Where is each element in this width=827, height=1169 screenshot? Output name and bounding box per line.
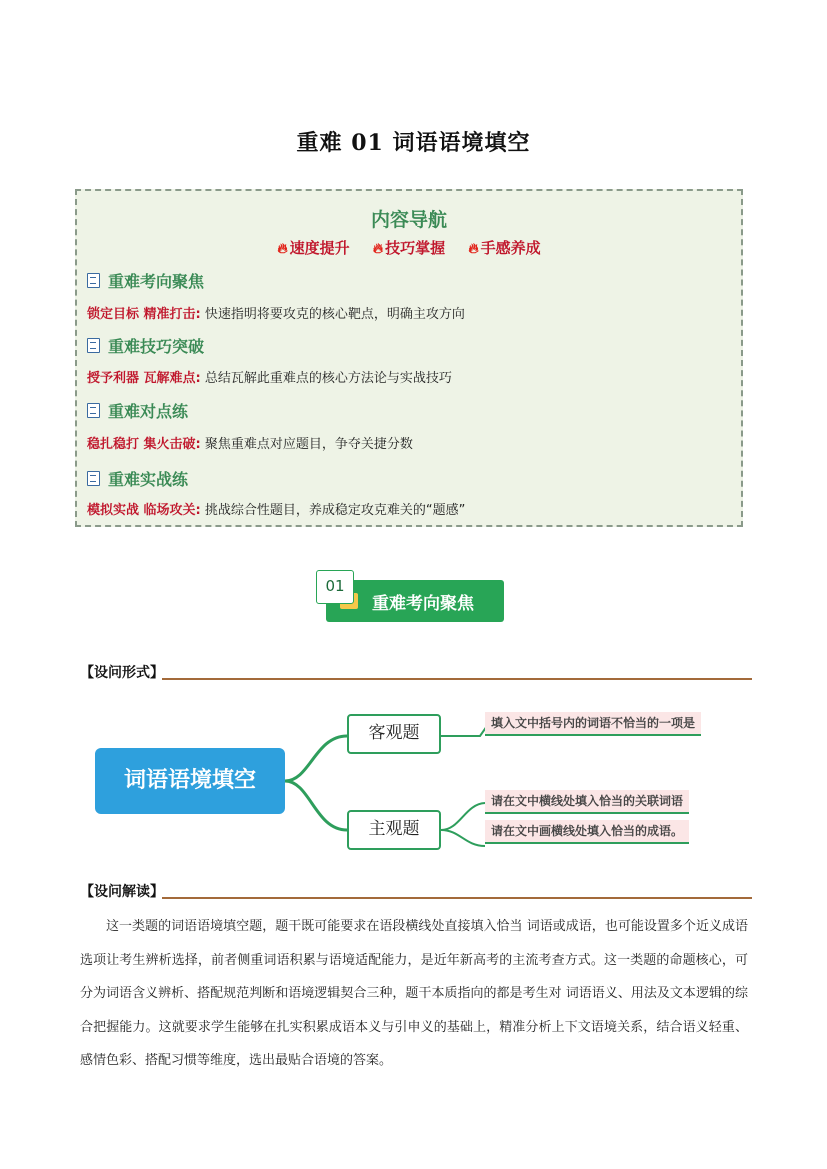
content-navigation-box	[75, 189, 743, 527]
section-head-combat: 重难实战练	[87, 467, 188, 490]
nav-tags	[77, 237, 741, 258]
branch-subjective: 主观题	[347, 810, 441, 850]
document-icon	[87, 403, 100, 418]
root-node: 词语语境填空	[95, 748, 285, 814]
leaf-node: 请在文中画横线处填入恰当的成语。	[485, 820, 689, 844]
document-icon	[87, 273, 100, 288]
section-head-focus: 重难考向聚焦	[87, 269, 204, 292]
form-heading-rule	[162, 678, 752, 680]
branch-objective: 客观题	[347, 714, 441, 754]
badge-label: 重难考向聚焦	[372, 594, 474, 614]
mind-map	[95, 700, 735, 860]
section-head-skill: 重难技巧突破	[87, 334, 204, 357]
page-title: 重难 01 词语语境填空	[296, 130, 531, 156]
tag-skill: 🔥︎ 技巧掌握	[372, 239, 446, 257]
flame-icon: 🔥︎	[468, 241, 479, 257]
section-line-combat: 模拟实战 临场攻关: 挑战综合性题目，养成稳定攻克难关的“题感”	[87, 503, 466, 518]
tag-feel: 🔥︎ 手感养成	[468, 239, 541, 257]
flame-icon: 🔥︎	[372, 241, 384, 257]
leaf-node: 填入文中括号内的词语不恰当的一项是	[485, 712, 701, 736]
section-line-focus: 锁定目标 精准打击: 快速指明将要攻克的核心靶点，明确主攻方向	[87, 307, 465, 322]
leaf-node: 请在文中横线处填入恰当的关联词语	[485, 790, 689, 814]
document-icon	[87, 338, 100, 353]
badge-number: 01	[316, 570, 354, 604]
section-line-skill: 授予利器 瓦解难点: 总结瓦解此重难点的核心方法论与实战技巧	[87, 371, 452, 386]
section-badge	[316, 570, 506, 626]
section-head-practice: 重难对点练	[87, 399, 188, 422]
document-icon	[87, 471, 100, 486]
nav-heading: 内容导航	[370, 209, 447, 231]
interpret-heading-rule	[162, 897, 752, 899]
flame-icon: 🔥︎	[277, 241, 288, 257]
section-line-practice: 稳扎稳打 集火击破: 聚焦重难点对应题目，争夺关捷分数	[87, 437, 413, 452]
tag-speed: 🔥︎ 速度提升	[277, 239, 350, 257]
form-heading: 【设问形式】	[80, 665, 164, 681]
interpretation-paragraph: 这一类题的词语语境填空题，题干既可能要求在语段横线处直接填入恰当 词语或成语，也可能设置多个近义成语选项让考生辨析选择，前者侧重词语积累与语境适配能力，是近年新高考的主流考查方式。这一类题的命题核心，可分为词语含义辨析、搭配规范判断和语境逻辑契合三种，题干本质指向的都是考生对 词语语义、用法及文本逻辑的综合把握能力。这就要求学生能够在扎实积累成语本义与引申义的基础上，精准分析上下文语境关系，结合语义轻重、感情色彩、搭配习惯等维度，选出最贴合语境的答案。	[80, 919, 748, 1069]
interpret-heading: 【设问解读】	[80, 884, 164, 900]
